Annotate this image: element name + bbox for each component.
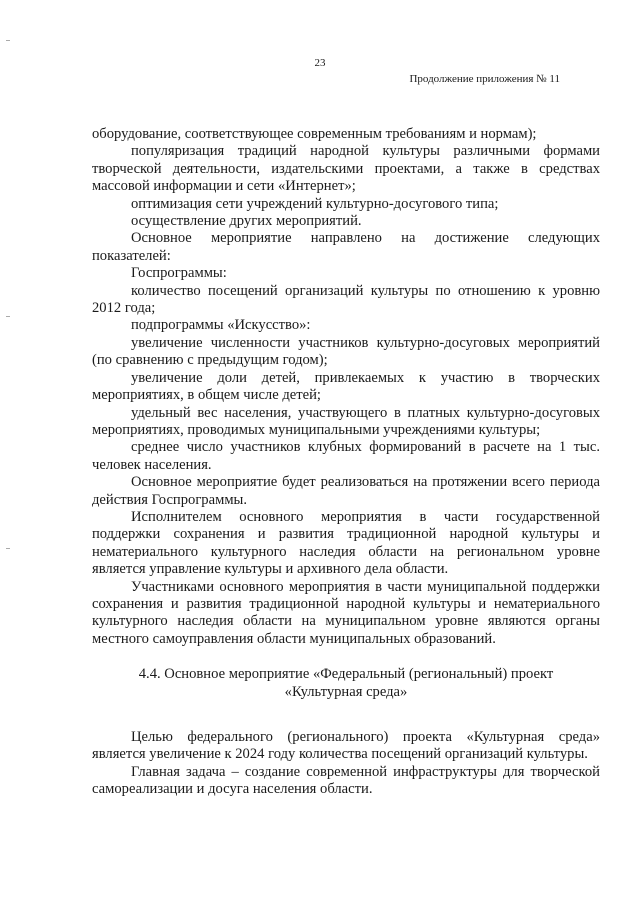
paragraph: увеличение доли детей, привлекаемых к участию в творческих мероприятиях, в общем числе детей; [92, 369, 600, 404]
paragraph: осуществление других мероприятий. [131, 213, 362, 230]
section-heading-line1: 4.4. Основное мероприятие «Федеральный (региональный) проект [138, 666, 554, 683]
paragraph: удельный вес населения, участвующего в платных культурно-досуговых мероприятиях, проводимых муниципальными учреждениями культуры; [92, 404, 600, 438]
paragraph: оптимизация сети учреждений культурно-досугового типа; [131, 195, 499, 212]
paragraph: Целью федерального (регионального) проекта «Культурная среда» является увеличение к 2024 году количества посещений организаций культуры. [92, 729, 600, 763]
scan-edge-mark [6, 548, 10, 549]
paragraph: подпрограммы «Искусство»: [131, 317, 311, 334]
paragraph: Главная задача – создание современной инфраструктуры для творческой самореализации и досуга населения области. [92, 763, 600, 798]
document-body [92, 126, 600, 799]
paragraph: Участниками основного мероприятия в части муниципальной поддержки сохранения и развития традиционной народной культуры и нематериального культурного наследия области на муниципальном уровне являются органы местного самоуправления области муниципальных образований. [92, 578, 600, 647]
scan-edge-mark [6, 40, 10, 41]
paragraph: Основное мероприятие будет реализоваться на протяжении всего периода действия Госпрограммы. [92, 474, 600, 508]
section-heading [92, 666, 600, 701]
paragraph: Исполнителем основного мероприятия в части государственной поддержки сохранения и развития традиционной народной культуры и нематериального культурного наследия области на региональном уровне является управление культуры и архивного дела области. [92, 508, 600, 578]
appendix-note: Продолжение приложения № 11 [409, 73, 560, 85]
scan-edge-mark [6, 316, 10, 317]
paragraph: Госпрограммы: [131, 265, 227, 282]
section-heading-line2: «Культурная среда» [284, 683, 408, 700]
page-number: 23 [314, 57, 326, 69]
paragraph: популяризация традиций народной культуры различными формами творческой деятельности, издательскими проектами, а также в средствах массовой информации и сети «Интернет»; [92, 143, 600, 195]
paragraph: оборудование, соответствующее современным требованиям и нормам); [92, 126, 537, 142]
paragraph: среднее число участников клубных формирований в расчете на 1 тыс. человек населения. [92, 439, 600, 473]
paragraph: Основное мероприятие направлено на достижение следующих показателей: [92, 230, 600, 264]
paragraph: увеличение численности участников культурно-досуговых мероприятий (по сравнению с предыдущим годом); [92, 334, 600, 369]
paragraph: количество посещений организаций культуры по отношению к уровню 2012 года; [92, 282, 600, 317]
